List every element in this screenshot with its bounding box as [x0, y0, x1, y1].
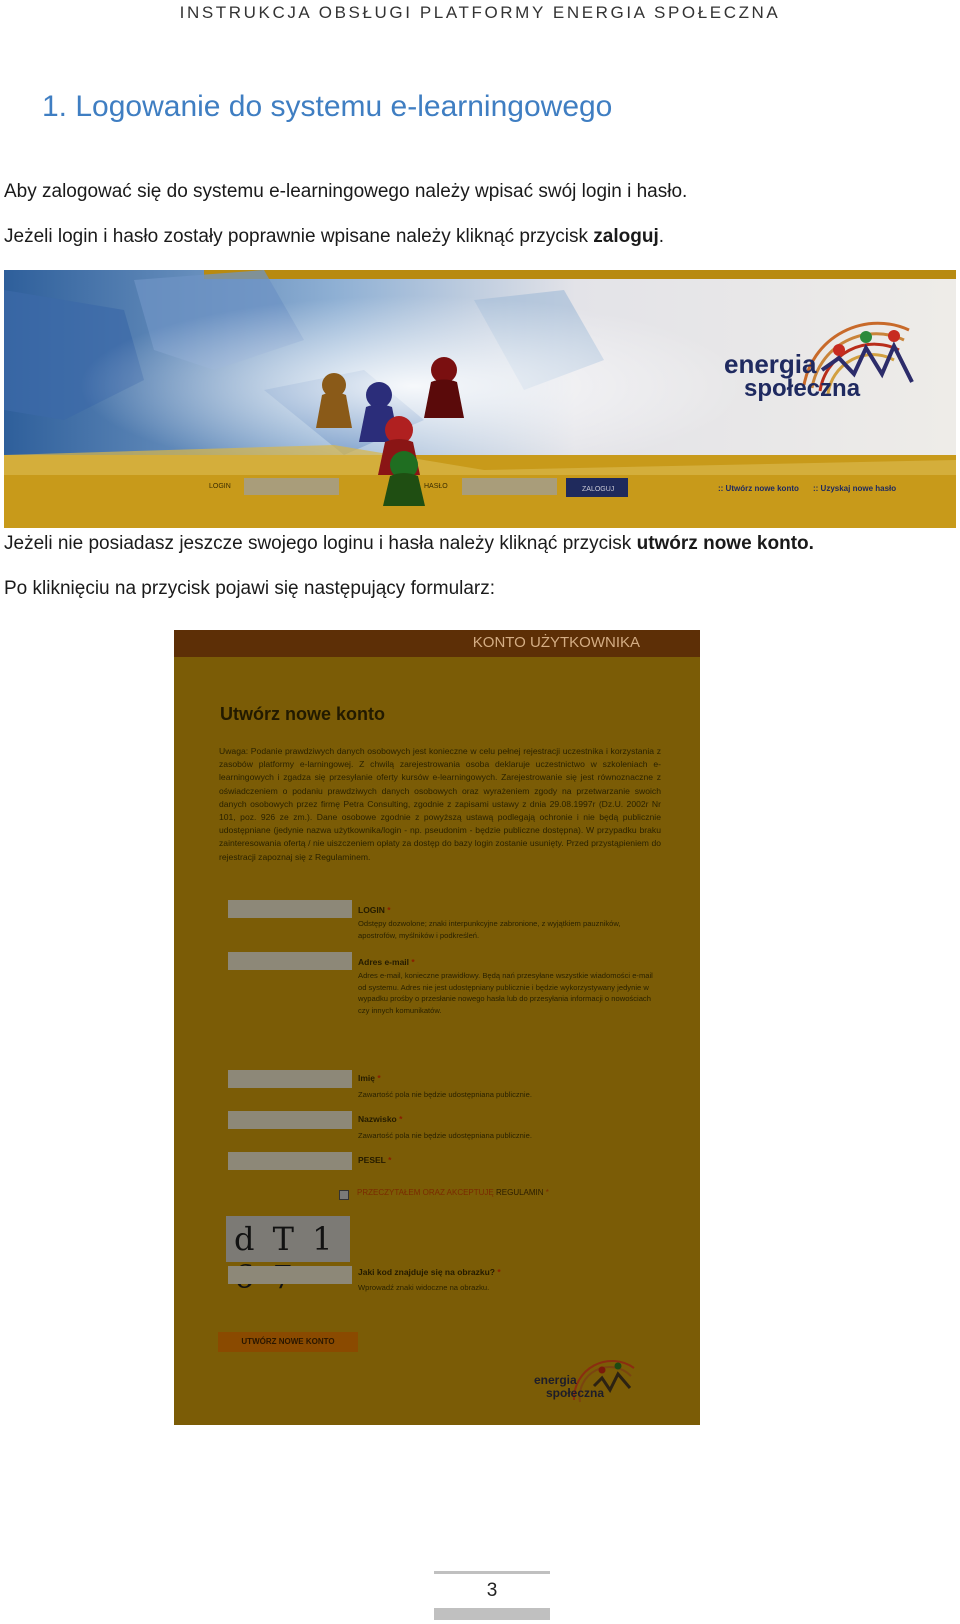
accept-terms-label: [357, 1188, 549, 1197]
first-name-label: [358, 1073, 381, 1083]
accept-terms-text: PRZECZYTAŁEM ORAZ AKCEPTUJĘ: [357, 1188, 496, 1197]
required-mark: *: [396, 1114, 403, 1124]
captcha-text: d T 1: [234, 1220, 337, 1258]
required-mark: *: [384, 905, 391, 915]
email-help: Adres e-mail, konieczne prawidłowy. Będą nań przesyłane wszystkie wiadomości e-mail od systemu. Adres nie jest udostępniany publicznie i będzie wykorzystywany jedynie w wypadku prośby o przesłanie nowego hasła lub do przesyłania informacji o nowościach czy innych komunikatów.: [358, 971, 653, 1015]
paragraph-3-text: Jeżeli nie posiadasz jeszcze swojego loginu i hasła należy kliknąć przycisk: [4, 533, 637, 554]
email-label-text: Adres e-mail: [358, 957, 410, 967]
login-label: [358, 905, 391, 915]
email-label: [358, 957, 415, 967]
captcha-input[interactable]: [228, 1266, 352, 1284]
form-title-bar: [174, 630, 700, 657]
banner-create-account-link[interactable]: :: Utwórz nowe konto: [718, 484, 799, 493]
footer-rule-top: [434, 1571, 550, 1574]
form-notice: Uwaga: Podanie prawdziwych danych osobowych jest konieczne w celu pełnej rejestracji uczestnika i korzystania z zasobów platformy e-larningowej. Z chwilą zarejestrowania osoba deklaruje uczestnictwo w szkoleniach e-learningowych i zgadza się przesyłanie oferty kursów e-learningowych. Zarejestrowanie się jest równoznaczne z oświadczeniem o podaniu prawdziwych danych osobowych oraz wyrażeniem zgody na przetwarzanie swoich danych osobowych przez firmę Petra Consulting, zgodnie z zapisami ustawy z dnia 29.08.1997r (Dz.U. 2002r Nr 101, poz. 926 ze zm.). Dane osobowe zgodnie z powyższą ustawą podlegają ochronie i nie będą publicznie udostępniane (jedynie nazwa użytkownika/login - np. pseudonim - będzie publiczne dostępna). W przypadku braku zainteresowania ofertą / nie uiszczeniem opłaty za dostęp do bazy login zostanie usunięty. Przed przystąpieniem do rejestracji zapoznaj się z Regulaminem.: [219, 746, 661, 862]
captcha-question: Jaki kod znajduje się na obrazku?: [358, 1267, 495, 1277]
accept-terms-checkbox[interactable]: [339, 1190, 349, 1200]
paragraph-1: Aby zalogować się do systemu e-learningowego należy wpisać swój login i hasło.: [4, 181, 688, 202]
footer-rule-bottom: [434, 1608, 550, 1620]
required-mark: *: [409, 957, 415, 967]
pesel-label-text: PESEL: [358, 1155, 386, 1165]
page-number: 3: [486, 1580, 498, 1601]
banner-login-input[interactable]: [244, 478, 339, 495]
paragraph-4: Po kliknięciu na przycisk pojawi się następujący formularz:: [4, 578, 496, 599]
login-help: Odstępy dozwolone; znaki interpunkcyjne zabronione, z wyjątkiem pauzników, apostrofów, myślników i podkreśleń.: [358, 919, 621, 940]
paragraph-3-bold: utwórz nowe konto.: [636, 533, 814, 554]
banner-logo-line2: społeczna: [744, 375, 861, 402]
captcha-help: Wprowadź znaki widoczne na obrazku.: [358, 1283, 490, 1292]
form-heading: Utwórz nowe konto: [220, 704, 385, 724]
captcha-image: [226, 1216, 350, 1262]
form-logo: [534, 1350, 644, 1410]
required-mark: *: [543, 1188, 549, 1197]
banner-password-label: HASŁO: [424, 483, 448, 490]
running-header: INSTRUKCJA OBSŁUGI PLATFORMY ENERGIA SPOŁECZNA: [179, 3, 781, 22]
first-name-label-text: Imię: [358, 1073, 376, 1083]
banner-recover-password-link[interactable]: :: Uzyskaj nowe hasło: [813, 484, 897, 493]
required-mark: *: [385, 1155, 392, 1165]
banner-image: [4, 270, 956, 528]
first-name-input[interactable]: [228, 1070, 352, 1088]
banner-password-input[interactable]: [462, 478, 557, 495]
last-name-help: Zawartość pola nie będzie udostępniana publicznie.: [358, 1131, 532, 1140]
form-bar-title: KONTO UŻYTKOWNIKA: [472, 634, 640, 651]
pesel-input[interactable]: [228, 1152, 352, 1170]
banner-login-button-label: ZALOGUJ: [582, 486, 615, 493]
last-name-input[interactable]: [228, 1111, 352, 1129]
captcha-label: [358, 1267, 501, 1277]
pesel-label: [358, 1155, 391, 1165]
required-mark: *: [375, 1073, 381, 1083]
banner-logo-line1: energia: [724, 349, 817, 379]
last-name-label-text: Nazwisko: [358, 1114, 397, 1124]
terms-link[interactable]: REGULAMIN: [495, 1188, 544, 1197]
login-label-text: LOGIN: [358, 905, 385, 915]
create-account-button[interactable]: UTWÓRZ NOWE KONTO: [218, 1332, 358, 1352]
paragraph-2-bold: zaloguj: [593, 226, 659, 247]
form-logo-line1: energia: [534, 1373, 577, 1387]
first-name-help: Zawartość pola nie będzie udostępniana publicznie.: [358, 1090, 532, 1099]
required-mark: *: [494, 1267, 501, 1277]
paragraph-2-end: .: [658, 226, 665, 247]
paragraph-3: [4, 533, 814, 555]
login-input[interactable]: [228, 900, 352, 918]
login-banner-screenshot: [4, 270, 956, 528]
registration-form-screenshot: [174, 630, 700, 1425]
last-name-label: [358, 1114, 402, 1124]
section-heading: 1. Logowanie do systemu e-learningowego: [42, 90, 613, 123]
form-logo-line2: społeczna: [546, 1386, 605, 1400]
paragraph-2: [4, 226, 664, 248]
paragraph-2-text: Jeżeli login i hasło zostały poprawnie wpisane należy kliknąć przycisk: [4, 226, 594, 247]
banner-login-label: LOGIN: [209, 483, 231, 490]
email-input[interactable]: [228, 952, 352, 970]
